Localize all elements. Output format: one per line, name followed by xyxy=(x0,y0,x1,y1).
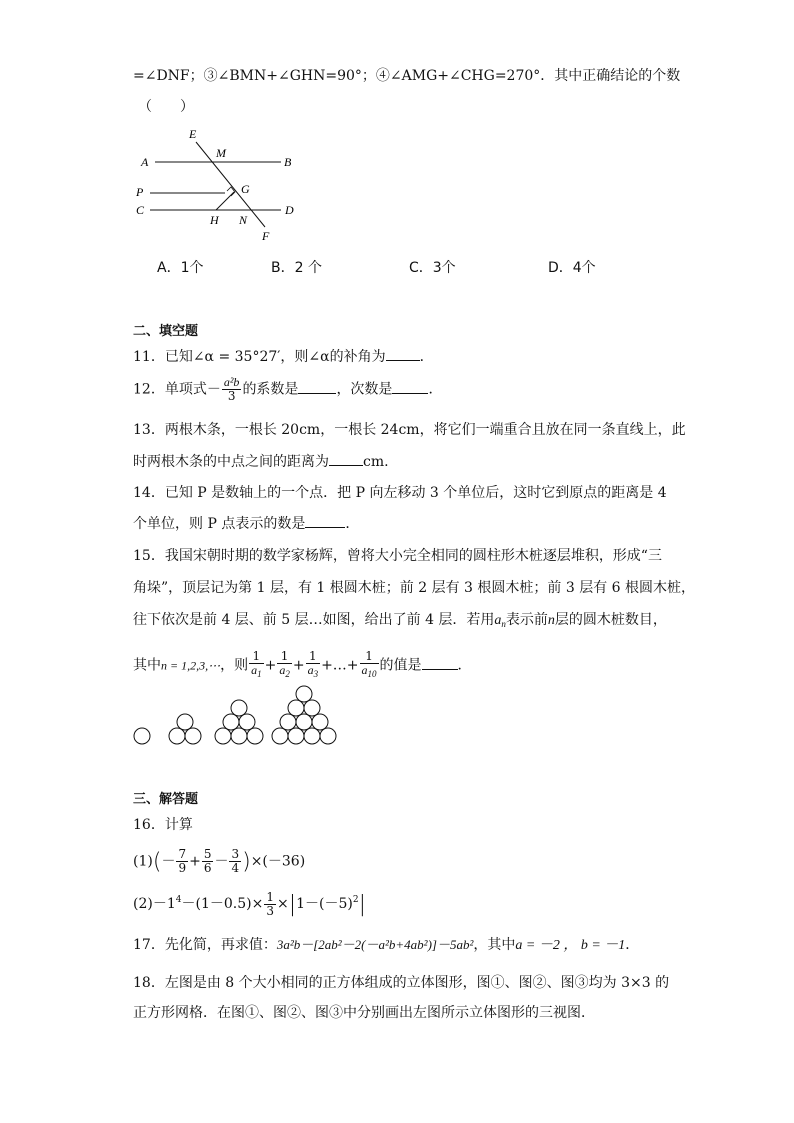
q15-frac-2-sub: 2 xyxy=(285,669,290,679)
stack4-log xyxy=(272,728,288,744)
q15-line2: 角垛”，顶层记为第 1 层，有 1 根圆木桩；前 2 层有 3 根圆木桩；前 3 层有 6 根圆木桩， xyxy=(133,580,696,596)
q16-p1-d1: 9 xyxy=(178,861,187,875)
label-g: G xyxy=(241,182,250,196)
q13-line2-pre: 时两根木条的中点之间的距离为 xyxy=(133,454,329,470)
q15-n: n xyxy=(547,613,555,628)
q16-p1-lparen: ( xyxy=(152,849,162,875)
q15-frac-10-den xyxy=(360,664,379,681)
q16-p1-n2: 5 xyxy=(203,847,212,861)
q11-pre: 11．已知∠α = 35°27′，则∠α的补角为 xyxy=(133,349,386,365)
q14-line2-pre: 个单位，则 P 点表示的数是 xyxy=(133,516,306,532)
q16-p1-d2: 6 xyxy=(203,861,212,875)
q15-dots: +…+ xyxy=(321,657,359,674)
label-p: P xyxy=(136,185,144,199)
q18-line1: 18．左图是由 8 个大小相同的正方体组成的立体图形，图①、图②、图③均为 3×3 的 xyxy=(133,975,670,991)
label-c: C xyxy=(136,203,145,217)
stack2-log xyxy=(177,714,193,730)
q10-geometry-figure xyxy=(130,124,310,246)
q15-line1: 15．我国宋朝时期的数学家杨辉，曾将大小完全相同的圆柱形木桩逐层堆积，形成“三 xyxy=(133,548,662,564)
q12-denominator: 3 xyxy=(227,389,236,403)
q16-p1-rparen: ) xyxy=(242,849,251,875)
q14-blank xyxy=(305,513,345,528)
q15-blank xyxy=(422,655,458,670)
q15-plus-2: + xyxy=(292,657,305,674)
q12-text xyxy=(133,376,442,403)
q11-text xyxy=(133,346,434,367)
q16-p1-tail: ×(－36) xyxy=(250,853,306,870)
q15-frac-3 xyxy=(306,650,321,681)
q16-p1-n3: 3 xyxy=(231,847,240,861)
q15-frac-1-num: 1 xyxy=(249,650,264,664)
q15-frac-10-a: a xyxy=(361,663,368,677)
q13-blank xyxy=(329,451,363,466)
q15-frac-2-num: 1 xyxy=(277,650,292,664)
q15-line3-mid: 表示前 xyxy=(505,612,548,628)
q11-post: ． xyxy=(419,349,434,365)
q15-frac-3-den xyxy=(306,664,321,681)
stack4-log xyxy=(312,714,328,730)
q15-frac-1-den xyxy=(249,664,264,681)
q16-p2-n: 1 xyxy=(266,889,274,904)
q17-mid: ，其中 xyxy=(473,937,516,953)
q16-p2-c: × xyxy=(276,896,289,912)
q15-n-range: n = 1,2,3,⋯ xyxy=(161,658,221,673)
q17-post: ． xyxy=(625,937,640,953)
q14-line2 xyxy=(133,513,359,534)
label-f: F xyxy=(262,229,270,243)
q16-p1-n1: 7 xyxy=(178,847,187,861)
stack4-log xyxy=(296,686,312,702)
label-b: B xyxy=(284,155,292,169)
q16-p1-frac2 xyxy=(202,848,214,875)
q16-p2-frac xyxy=(264,891,276,918)
q15-frac-3-sub: 3 xyxy=(313,669,319,679)
q16-p2-exp2: 2 xyxy=(352,895,359,905)
q15-frac-1 xyxy=(249,650,264,681)
q12-blank-coef xyxy=(298,379,336,394)
q16-part1: (1)(－ $\frac{7}{9}$ + $\frac{5}{6}$ － $\frac{3}{4}$ )×(－36) xyxy=(133,847,306,875)
stack1-log xyxy=(134,728,150,744)
q16-p2-abs: 1－(－5) xyxy=(296,896,353,912)
q16-p1-label: (1) xyxy=(133,853,153,870)
q16-p2-exp: 4 xyxy=(175,895,182,905)
q16-p2-abs-left: | xyxy=(288,892,297,917)
q16-part2 xyxy=(133,890,366,918)
q15-line3-post: 层的圆木桩数目， xyxy=(554,612,667,628)
line-gh xyxy=(216,192,234,210)
stack4-log xyxy=(296,714,312,730)
q15-a-n: a xyxy=(494,613,502,628)
q12-blank-degree xyxy=(392,379,428,394)
section-fill-in-title: 二、填空题 xyxy=(133,324,199,339)
q17-values: a = －2 ， b = －1 xyxy=(515,938,626,953)
label-h: H xyxy=(210,213,219,227)
q16-p2-a: －1 xyxy=(152,896,176,912)
label-a: A xyxy=(141,155,149,169)
stack4-log xyxy=(320,728,336,744)
q10-answer-paren: （ ） xyxy=(138,99,194,115)
q15-plus-1: + xyxy=(264,657,277,674)
q15-frac-10-num: 1 xyxy=(360,650,379,664)
q16-p1-d3: 4 xyxy=(231,861,240,875)
q10-option-b: B．2 个 xyxy=(271,260,322,276)
q16-p2-label: (2) xyxy=(133,896,153,912)
q15-frac-3-num: 1 xyxy=(306,650,321,664)
q15-frac-2-a: a xyxy=(279,663,286,677)
q15-log-stacks-figure xyxy=(130,684,342,748)
q16-p2-d: 3 xyxy=(266,903,274,918)
q16-title: 16．计算 xyxy=(133,817,193,833)
q12-numerator: a²b xyxy=(223,375,240,389)
q16-p1-frac3 xyxy=(229,848,241,875)
q16-p2-abs-right: | xyxy=(358,892,367,917)
q14-line1: 14．已知 P 是数轴上的一个点．把 P 向左移动 3 个单位后，这时它到原点的距离是 4 xyxy=(133,485,667,501)
q16-p2-b: －(1－0.5)× xyxy=(181,896,264,912)
q15-line4-end: ． xyxy=(457,657,472,674)
q17-pre: 17．先化简，再求值： xyxy=(133,937,277,953)
label-n: N xyxy=(239,213,248,227)
q15-frac-1-sub: 1 xyxy=(257,669,262,679)
section-solve-title: 三、解答题 xyxy=(133,792,199,807)
q14-line2-post: ． xyxy=(345,516,360,532)
q12-mid2: ，次数是 xyxy=(336,381,393,398)
stack2-log xyxy=(169,728,185,744)
q11-blank xyxy=(386,346,420,361)
stack3-log xyxy=(239,714,255,730)
stack3-log xyxy=(223,714,239,730)
stack4-log xyxy=(304,700,320,716)
stack2-log xyxy=(185,728,201,744)
stack4-log xyxy=(280,714,296,730)
q12-fraction xyxy=(222,376,242,403)
q15-line3 xyxy=(133,610,667,634)
q15-frac-10 xyxy=(360,650,379,681)
q16-p1-frac1 xyxy=(176,848,188,875)
q15-frac-3-a: a xyxy=(307,663,314,677)
label-m: M xyxy=(216,146,226,160)
stack3-log xyxy=(215,728,231,744)
q15-frac-1-a: a xyxy=(251,663,258,677)
stack4-log xyxy=(288,728,304,744)
stack4-log xyxy=(288,700,304,716)
q15-a-n-sub: n xyxy=(501,619,506,629)
q17-expression: 3a²b－[2ab²－2(－a²b+4ab²)]－5ab² xyxy=(276,937,474,952)
q12-pre: 12．单项式－ xyxy=(133,381,221,398)
q15-line3-pre: 往下依次是前 4 层、前 5 层…如图，给出了前 4 层．若用 xyxy=(133,612,495,628)
q10-tail-line: =∠DNF；③∠BMN+∠GHN=90°；④∠AMG+∠CHG=270°．其中正确结论的个数 xyxy=(133,68,681,84)
q15-line4-then: ，则 xyxy=(220,657,249,674)
stack3-log xyxy=(231,728,247,744)
label-e: E xyxy=(189,127,197,141)
q15-line4-post: 的值是 xyxy=(379,657,422,674)
q15-frac-2 xyxy=(277,650,292,681)
stack4-log xyxy=(304,728,320,744)
stack3-log xyxy=(247,728,263,744)
q13-line2 xyxy=(133,451,389,472)
q17-text xyxy=(133,935,639,956)
q18-line2: 正方形网格．在图①、图②、图③中分别画出左图所示立体图形的三视图． xyxy=(133,1005,595,1021)
line-ef xyxy=(196,142,265,227)
q12-mid: 的系数是 xyxy=(242,381,299,398)
q15-line4-pre: 其中 xyxy=(133,657,161,674)
q10-option-a: A．1个 xyxy=(157,260,204,276)
q13-line1: 13．两根木条，一根长 20cm，一根长 24cm，将它们一端重合且放在同一条直线上，此 xyxy=(133,422,686,438)
label-d: D xyxy=(285,203,294,217)
stack3-log xyxy=(231,700,247,716)
q12-post: ． xyxy=(428,381,443,398)
q15-frac-2-den xyxy=(277,664,292,681)
q10-option-c: C．3个 xyxy=(409,260,456,276)
q13-line2-post: cm. xyxy=(363,454,389,470)
q15-frac-10-sub: 10 xyxy=(367,669,377,679)
q15-line4 xyxy=(133,650,472,681)
q10-option-d: D．4个 xyxy=(548,260,596,276)
